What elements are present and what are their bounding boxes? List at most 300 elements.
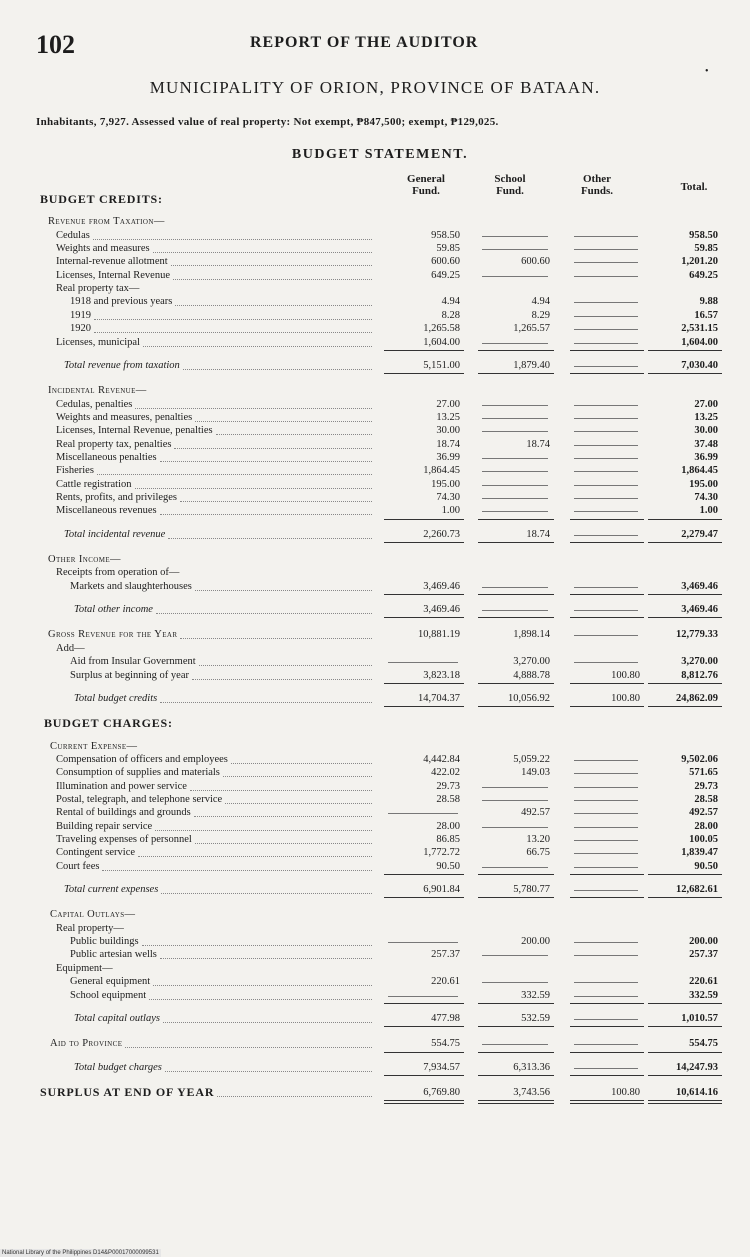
dot-leader — [160, 461, 372, 462]
sum-rule — [570, 542, 644, 543]
footer-source: National Library of the Philippines D14&P00017000099531 — [2, 1250, 159, 1256]
school-fund-value: 4,888.78 — [513, 669, 550, 681]
empty-cell-dash — [482, 982, 548, 983]
sum-rule — [648, 1075, 722, 1076]
sum-rule — [478, 1003, 554, 1004]
total-value: 100.05 — [689, 834, 718, 845]
sum-rule — [648, 519, 722, 520]
row-label: Miscellaneous penalties — [56, 451, 157, 463]
row-label: School equipment — [70, 989, 147, 1001]
table-row — [0, 780, 750, 793]
empty-cell-dash — [574, 458, 638, 459]
dot-leader — [155, 830, 372, 831]
total-value: 24,862.09 — [676, 692, 718, 704]
empty-cell-dash — [574, 996, 638, 997]
empty-cell-dash — [574, 276, 638, 277]
total-value: 332.59 — [689, 989, 718, 1001]
general-fund-value: 1,864.45 — [423, 465, 460, 477]
municipality-title: MUNICIPALITY OF ORION, PROVINCE OF BATAAN. — [149, 78, 601, 97]
total-value: 28.00 — [694, 820, 718, 832]
column-total: Total. — [680, 181, 708, 193]
statement-title: BUDGET STATEMENT. — [291, 147, 469, 162]
empty-cell-dash — [574, 813, 638, 814]
sum-rule — [478, 706, 554, 707]
dot-leader — [217, 1096, 372, 1097]
school-fund-value: 13.20 — [526, 834, 550, 845]
dot-leader — [160, 958, 372, 959]
dot-leader — [175, 305, 372, 306]
school-fund-value: 1,898.14 — [513, 629, 550, 641]
total-row — [0, 603, 750, 616]
school-fund-value: 5,780.77 — [513, 884, 550, 896]
empty-cell-dash — [482, 587, 548, 588]
row-label: Other Income— — [48, 554, 121, 566]
dot-leader — [168, 538, 372, 539]
dot-leader — [195, 421, 372, 422]
total-value: 257.37 — [689, 949, 718, 961]
empty-cell-dash — [482, 458, 548, 459]
general-fund-value: 600.60 — [431, 256, 460, 268]
sum-rule — [570, 1026, 644, 1027]
row-label: Miscellaneous revenues — [56, 505, 157, 517]
total-value: 9,502.06 — [681, 753, 718, 765]
section-heading-row — [0, 215, 750, 228]
empty-cell-dash — [574, 840, 638, 841]
total-value: 1,839.47 — [681, 847, 718, 859]
total-value: 12,682.61 — [676, 884, 718, 896]
row-label: Surplus at beginning of year — [70, 669, 189, 681]
empty-cell-dash — [574, 471, 638, 472]
row-label: Incidental Revenue— — [48, 385, 147, 397]
running-title: REPORT OF THE AUDITOR — [250, 34, 479, 51]
dot-leader — [156, 613, 372, 614]
row-label: Licenses, municipal — [56, 336, 140, 348]
sum-rule — [384, 542, 464, 543]
general-fund-value: 30.00 — [436, 425, 460, 437]
sum-rule — [478, 1052, 554, 1053]
school-fund-value: 18.74 — [526, 438, 550, 450]
table-row — [0, 975, 750, 988]
school-fund-value: 532.59 — [521, 1012, 550, 1024]
row-label: Revenue from Taxation— — [48, 216, 165, 228]
general-fund-value: 958.50 — [431, 229, 460, 241]
sum-rule — [648, 1100, 722, 1101]
row-label: Rents, profits, and privileges — [56, 492, 178, 503]
total-value: 13.25 — [694, 411, 718, 423]
dot-leader — [171, 265, 372, 266]
row-label: 1918 and previous years — [70, 296, 173, 308]
sum-rule — [384, 350, 464, 351]
total-value: 59.85 — [694, 243, 718, 255]
general-fund-value: 6,769.80 — [423, 1086, 460, 1098]
sum-rule — [384, 897, 464, 898]
general-fund-value: 14,704.37 — [418, 692, 460, 704]
row-label: Weights and measures, penalties — [56, 411, 193, 423]
sum-rule — [384, 874, 464, 875]
row-label: Contingent service — [56, 847, 136, 859]
total-value: 2,279.47 — [681, 528, 718, 540]
empty-cell-dash — [482, 405, 548, 406]
row-label: Total budget charges — [74, 1061, 162, 1073]
general-fund-value: 74.30 — [436, 492, 460, 503]
dot-leader — [231, 763, 372, 764]
dot-leader — [160, 702, 372, 703]
sum-rule — [648, 350, 722, 351]
total-value: 37.48 — [694, 438, 718, 450]
dot-leader — [223, 776, 372, 777]
table-row — [0, 860, 750, 873]
dot-leader — [195, 590, 372, 591]
empty-cell-dash — [574, 1068, 638, 1069]
sum-rule — [648, 594, 722, 595]
sum-rule — [570, 350, 644, 351]
row-label: SURPLUS AT END OF YEAR — [40, 1084, 215, 1099]
row-label: Total current expenses — [64, 884, 159, 896]
general-fund-value: 18.74 — [436, 438, 460, 450]
table-row — [0, 820, 750, 833]
row-label: Real property— — [56, 922, 124, 934]
dot-leader — [93, 239, 372, 240]
general-fund-value: 554.75 — [431, 1038, 460, 1050]
school-fund-value: 66.75 — [526, 847, 550, 859]
total-row — [0, 1061, 750, 1074]
sum-rule — [478, 1103, 554, 1104]
table-row — [0, 269, 750, 282]
total-value: 1,864.45 — [681, 465, 718, 477]
row-label: Public artesian wells — [70, 949, 157, 961]
sum-rule — [478, 594, 554, 595]
general-fund-value: 3,823.18 — [423, 669, 460, 681]
school-fund-value: 1,879.40 — [513, 359, 550, 371]
dot-leader — [138, 856, 372, 857]
empty-cell-dash — [482, 867, 548, 868]
total-value: 7,030.40 — [681, 359, 718, 371]
sum-rule — [648, 1026, 722, 1027]
dot-leader — [225, 803, 372, 804]
total-value: 1,604.00 — [681, 336, 718, 348]
sum-rule — [648, 706, 722, 707]
dot-leader — [199, 665, 372, 666]
empty-cell-dash — [574, 316, 638, 317]
table-row — [0, 398, 750, 411]
empty-cell-dash — [574, 867, 638, 868]
empty-cell-dash — [574, 302, 638, 303]
total-value: 36.99 — [694, 451, 718, 463]
sum-rule — [478, 1026, 554, 1027]
sum-rule — [384, 1052, 464, 1053]
row-label: Fisheries — [56, 465, 94, 477]
row-label: Compensation of officers and employees — [56, 753, 228, 765]
row-label: Receipts from operation of— — [56, 567, 180, 579]
empty-cell-dash — [482, 498, 548, 499]
table-row — [0, 655, 750, 668]
dot-leader — [94, 319, 372, 320]
sum-rule — [384, 617, 464, 618]
sum-rule — [478, 683, 554, 684]
other-funds-value: 100.80 — [611, 669, 640, 681]
empty-cell-dash — [388, 813, 458, 814]
dot-leader — [183, 369, 372, 370]
total-value: 30.00 — [694, 425, 718, 437]
row-label: Rental of buildings and grounds — [56, 807, 191, 819]
general-fund-value: 2,260.73 — [423, 528, 460, 540]
empty-cell-dash — [574, 800, 638, 801]
total-value: 29.73 — [694, 780, 718, 792]
row-label: 1919 — [70, 309, 91, 321]
sum-rule — [570, 1003, 644, 1004]
sum-rule — [648, 617, 722, 618]
empty-cell-dash — [482, 787, 548, 788]
section-heading-row — [0, 740, 750, 753]
school-fund-value: 332.59 — [521, 989, 550, 1001]
row-label: General equipment — [70, 976, 151, 988]
table-row — [0, 753, 750, 766]
empty-cell-dash — [482, 249, 548, 250]
general-fund-value: 477.98 — [431, 1012, 460, 1024]
sum-rule — [478, 542, 554, 543]
total-value: 3,469.46 — [681, 604, 718, 616]
sum-rule — [384, 1026, 464, 1027]
dot-leader — [149, 999, 372, 1000]
table-row — [0, 669, 750, 682]
row-label: Postal, telegraph, and telephone service — [56, 793, 223, 805]
empty-cell-dash — [482, 610, 548, 611]
dot-leader — [174, 448, 372, 449]
table-row — [0, 295, 750, 308]
total-value: 90.50 — [694, 860, 718, 872]
dot-leader — [173, 279, 372, 280]
general-fund-value: 1,265.58 — [423, 323, 460, 335]
row-label: Consumption of supplies and materials — [56, 767, 220, 779]
empty-cell-dash — [482, 485, 548, 486]
total-value: 10,614.16 — [676, 1086, 718, 1098]
general-fund-value: 649.25 — [431, 269, 460, 281]
general-fund-value: 27.00 — [436, 398, 460, 410]
sum-rule — [570, 1052, 644, 1053]
row-label: Total other income — [74, 604, 153, 616]
row-label: Aid to Province — [50, 1038, 123, 1050]
dot-leader — [143, 346, 372, 347]
row-label: Public buildings — [70, 936, 139, 948]
dot-leader — [161, 893, 372, 894]
sum-rule — [570, 874, 644, 875]
general-fund-value: 4.94 — [441, 296, 460, 308]
dot-leader — [160, 514, 372, 515]
empty-cell-dash — [574, 773, 638, 774]
general-fund-value: 422.02 — [431, 767, 460, 779]
total-value: 3,469.46 — [681, 580, 718, 592]
dot-leader — [102, 870, 372, 871]
school-fund-value: 3,743.56 — [513, 1086, 550, 1098]
table-row — [0, 642, 750, 655]
empty-cell-dash — [574, 587, 638, 588]
row-label: Gross Revenue for the Year — [48, 629, 178, 641]
sum-rule — [478, 874, 554, 875]
row-label: Traveling expenses of personnel — [56, 834, 192, 845]
dot-leader — [153, 985, 372, 986]
empty-cell-dash — [574, 249, 638, 250]
sum-rule — [570, 519, 644, 520]
sum-rule — [648, 1003, 722, 1004]
table-row — [0, 833, 750, 846]
empty-cell-dash — [574, 1019, 638, 1020]
total-value: 554.75 — [689, 1038, 718, 1050]
total-value: 27.00 — [694, 398, 718, 410]
general-fund-value: 28.58 — [436, 793, 460, 805]
empty-cell-dash — [482, 471, 548, 472]
row-label: Total incidental revenue — [64, 528, 166, 540]
empty-cell-dash — [574, 827, 638, 828]
empty-cell-dash — [574, 662, 638, 663]
empty-cell-dash — [574, 445, 638, 446]
empty-cell-dash — [574, 262, 638, 263]
empty-cell-dash — [482, 236, 548, 237]
table-row — [0, 411, 750, 424]
section-heading-row — [0, 628, 750, 641]
row-label: 1920 — [70, 323, 91, 335]
sum-rule — [570, 1075, 644, 1076]
sum-rule — [384, 1100, 464, 1101]
table-row — [0, 948, 750, 961]
sum-rule — [384, 1103, 464, 1104]
total-row — [0, 883, 750, 896]
sum-rule — [570, 1103, 644, 1104]
empty-cell-dash — [574, 635, 638, 636]
empty-cell-dash — [574, 236, 638, 237]
empty-cell-dash — [482, 431, 548, 432]
empty-cell-dash — [482, 343, 548, 344]
dot-leader — [163, 1022, 372, 1023]
dot-leader — [135, 408, 372, 409]
empty-cell-dash — [574, 535, 638, 536]
table-row — [0, 962, 750, 975]
section-heading-row — [0, 1086, 750, 1099]
column-general-fund: General Fund. — [407, 173, 445, 197]
row-label: Real property tax— — [56, 283, 140, 295]
sum-rule — [478, 1075, 554, 1076]
section-heading-row — [0, 1037, 750, 1050]
column-school-fund: School Fund. — [494, 173, 526, 197]
table-row — [0, 566, 750, 579]
total-value: 74.30 — [694, 492, 718, 503]
general-fund-value: 1.00 — [441, 505, 460, 517]
empty-cell-dash — [388, 662, 458, 663]
empty-cell-dash — [574, 760, 638, 761]
dot-leader — [195, 843, 372, 844]
school-fund-value: 149.03 — [521, 767, 550, 779]
sum-rule — [648, 874, 722, 875]
row-label: Capital Outlays— — [50, 909, 136, 921]
table-row — [0, 491, 750, 504]
table-row — [0, 464, 750, 477]
empty-cell-dash — [574, 853, 638, 854]
general-fund-value: 5,151.00 — [423, 359, 460, 371]
row-label: Add— — [56, 642, 85, 654]
row-label: Licenses, Internal Revenue, penalties — [56, 425, 213, 437]
school-fund-value: 6,313.36 — [513, 1061, 550, 1073]
table-row — [0, 322, 750, 335]
total-value: 1,010.57 — [681, 1012, 718, 1024]
general-fund-value: 86.85 — [436, 834, 460, 845]
sum-rule — [384, 373, 464, 374]
total-row — [0, 359, 750, 372]
total-value: 14,247.93 — [676, 1061, 718, 1073]
sum-rule — [570, 1100, 644, 1101]
general-fund-value: 13.25 — [436, 411, 460, 423]
school-fund-value: 5,059.22 — [513, 753, 550, 765]
other-funds-value: 100.80 — [611, 1086, 640, 1098]
dot-leader — [142, 945, 372, 946]
table-row — [0, 922, 750, 935]
general-fund-value: 6,901.84 — [423, 884, 460, 896]
sum-rule — [478, 1100, 554, 1101]
sum-rule — [384, 519, 464, 520]
empty-cell-dash — [574, 329, 638, 330]
sum-rule — [384, 594, 464, 595]
table-row — [0, 935, 750, 948]
empty-cell-dash — [574, 485, 638, 486]
total-value: 958.50 — [689, 229, 718, 241]
general-fund-value: 10,881.19 — [418, 629, 460, 641]
school-fund-value: 10,056.92 — [508, 692, 550, 704]
table-row — [0, 580, 750, 593]
section-heading-row — [0, 908, 750, 921]
page-number: 102 — [36, 30, 75, 59]
empty-cell-dash — [482, 1044, 548, 1045]
sum-rule — [384, 683, 464, 684]
dot-leader — [135, 488, 372, 489]
general-fund-value: 29.73 — [436, 780, 460, 792]
row-label: Total capital outlays — [74, 1012, 160, 1024]
table-row — [0, 255, 750, 268]
total-value: 8,812.76 — [681, 669, 718, 681]
total-value: 16.57 — [694, 309, 718, 321]
empty-cell-dash — [482, 418, 548, 419]
general-fund-value: 7,934.57 — [423, 1061, 460, 1073]
total-value: 220.61 — [689, 976, 718, 988]
row-label: Cedulas — [56, 229, 90, 241]
row-label: Court fees — [56, 860, 100, 872]
dot-leader — [190, 790, 372, 791]
sum-rule — [478, 897, 554, 898]
general-fund-value: 1,604.00 — [423, 336, 460, 348]
row-label: BUDGET CREDITS: — [40, 192, 163, 206]
general-fund-value: 3,469.46 — [423, 580, 460, 592]
total-value: 28.58 — [694, 793, 718, 805]
total-value: 649.25 — [689, 269, 718, 281]
total-value: 2,531.15 — [681, 323, 718, 335]
row-label: Total budget credits — [74, 692, 158, 704]
row-label: Illumination and power service — [56, 780, 187, 792]
row-label: Cattle registration — [56, 478, 132, 490]
general-fund-value: 220.61 — [431, 976, 460, 988]
school-fund-value: 492.57 — [521, 807, 550, 819]
school-fund-value: 1,265.57 — [513, 323, 550, 335]
empty-cell-dash — [574, 610, 638, 611]
general-fund-value: 3,469.46 — [423, 604, 460, 616]
table-row — [0, 229, 750, 242]
row-label: Internal-revenue allotment — [56, 256, 168, 268]
empty-cell-dash — [574, 942, 638, 943]
row-label: Current Expense— — [50, 740, 138, 752]
table-row — [0, 806, 750, 819]
total-value: 1.00 — [699, 505, 718, 517]
total-value: 492.57 — [689, 807, 718, 819]
empty-cell-dash — [574, 343, 638, 344]
table-row — [0, 793, 750, 806]
dot-leader — [165, 1071, 372, 1072]
row-label: Aid from Insular Government — [70, 656, 196, 668]
